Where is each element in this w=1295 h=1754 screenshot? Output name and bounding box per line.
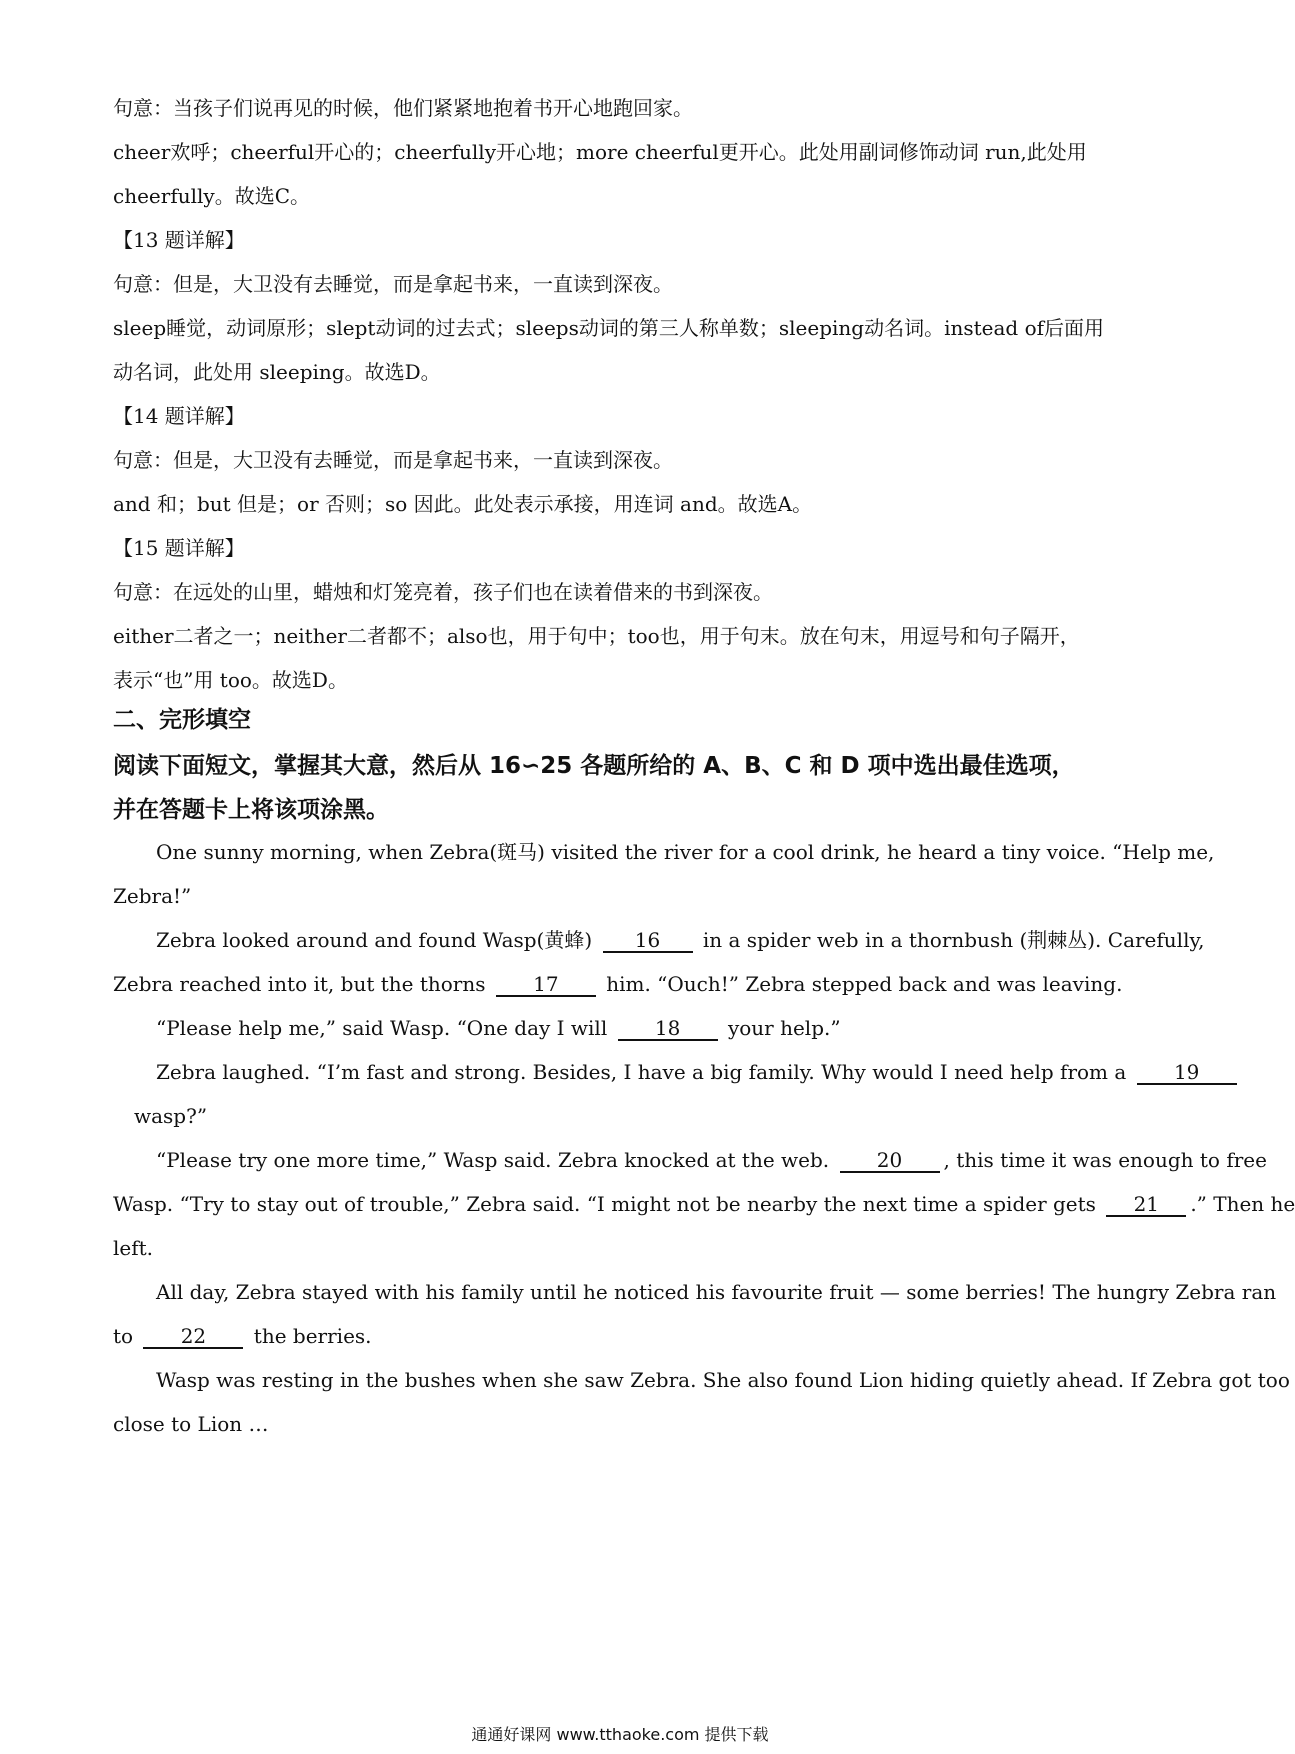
passage-text: your help.”	[727, 1016, 841, 1040]
section-instruction: 阅读下面短文，掌握其大意，然后从 16∽25 各题所给的 A、B、C 和 D 项中选出最佳选项，	[113, 753, 1075, 779]
question-heading-15: 【15 题详解】	[113, 536, 245, 560]
passage-line: left.	[113, 1236, 154, 1260]
text-line: 句意：但是，大卫没有去睡觉，而是拿起书来，一直读到深夜。	[113, 272, 673, 296]
text-line: either二者之一；neither二者都不；also也，用于句中；too也，用于句末。放在句末，用逗号和句子隔开，	[113, 624, 1080, 648]
blank-17: 17	[496, 973, 596, 997]
passage-line	[113, 1322, 1133, 1350]
passage-line	[113, 970, 1133, 998]
passage-line: All day, Zebra stayed with his family until he noticed his favourite fruit — some berries! The hungry Zebra ran	[156, 1280, 1277, 1304]
passage-text: Wasp. “Try to stay out of trouble,” Zebra said. “I might not be nearby the next time a spider gets	[113, 1192, 1096, 1216]
passage-line: One sunny morning, when Zebra(斑马) visited the river for a cool drink, he heard a tiny voice. “Help me,	[156, 840, 1215, 864]
passage-text: , this time it was enough to free	[943, 1148, 1267, 1172]
passage-line: Wasp was resting in the bushes when she saw Zebra. She also found Lion hiding quietly ahead. If Zebra got too	[156, 1368, 1290, 1392]
passage-line	[156, 1058, 1200, 1086]
text-line: 句意：当孩子们说再见的时候，他们紧紧地抱着书开心地跑回家。	[113, 96, 693, 120]
passage-text: him. “Ouch!” Zebra stepped back and was leaving.	[606, 972, 1123, 996]
blank-21: 21	[1106, 1193, 1186, 1217]
passage-text: Zebra laughed. “I’m fast and strong. Besides, I have a big family. Why would I need help from a	[156, 1060, 1127, 1084]
passage-line	[156, 1146, 1267, 1174]
blank-22: 22	[143, 1325, 243, 1349]
section-instruction: 并在答题卡上将该项涂黑。	[113, 797, 389, 823]
passage-line: Zebra!”	[113, 884, 192, 908]
question-heading-14: 【14 题详解】	[113, 404, 245, 428]
passage-line	[156, 926, 1205, 954]
passage-text: “Please try one more time,” Wasp said. Zebra knocked at the web.	[156, 1148, 830, 1172]
question-heading-13: 【13 题详解】	[113, 228, 245, 252]
page-footer: 通通好课网 www.tthaoke.com 提供下载	[471, 1725, 769, 1744]
blank-20: 20	[840, 1149, 940, 1173]
passage-line: close to Lion …	[113, 1412, 269, 1436]
text-line: 句意：但是，大卫没有去睡觉，而是拿起书来，一直读到深夜。	[113, 448, 673, 472]
text-line: 表示“也”用 too。故选D。	[113, 668, 348, 692]
passage-text: Zebra reached into it, but the thorns	[113, 972, 486, 996]
text-line: 句意：在远处的山里，蜡烛和灯笼亮着，孩子们也在读着借来的书到深夜。	[113, 580, 773, 604]
passage-text: to	[113, 1324, 134, 1348]
passage-line: wasp?”	[134, 1104, 208, 1128]
passage-text: the berries.	[253, 1324, 372, 1348]
passage-line	[113, 1190, 1295, 1218]
blank-19: 19	[1137, 1061, 1237, 1085]
text-line: cheer欢呼；cheerful开心的；cheerfully开心地；more cheerful更开心。此处用副词修饰动词 run,此处用	[113, 140, 1087, 164]
blank-16: 16	[603, 929, 693, 953]
text-line: and 和；but 但是；or 否则；so 因此。此处表示承接，用连词 and。故选A。	[113, 492, 813, 516]
blank-18: 18	[618, 1017, 718, 1041]
passage-text: Zebra looked around and found Wasp(黄蜂)	[156, 928, 593, 952]
section-title: 二、完形填空	[113, 707, 251, 733]
passage-text: .” Then he	[1190, 1192, 1295, 1216]
passage-line	[156, 1014, 1176, 1042]
text-line: 动名词，此处用 sleeping。故选D。	[113, 360, 441, 384]
passage-text: in a spider web in a thornbush (荆棘丛). Carefully,	[702, 928, 1205, 952]
text-line: cheerfully。故选C。	[113, 184, 310, 208]
passage-text: “Please help me,” said Wasp. “One day I will	[156, 1016, 608, 1040]
text-line: sleep睡觉，动词原形；slept动词的过去式；sleeps动词的第三人称单数；sleeping动名词。instead of后面用	[113, 316, 1105, 340]
